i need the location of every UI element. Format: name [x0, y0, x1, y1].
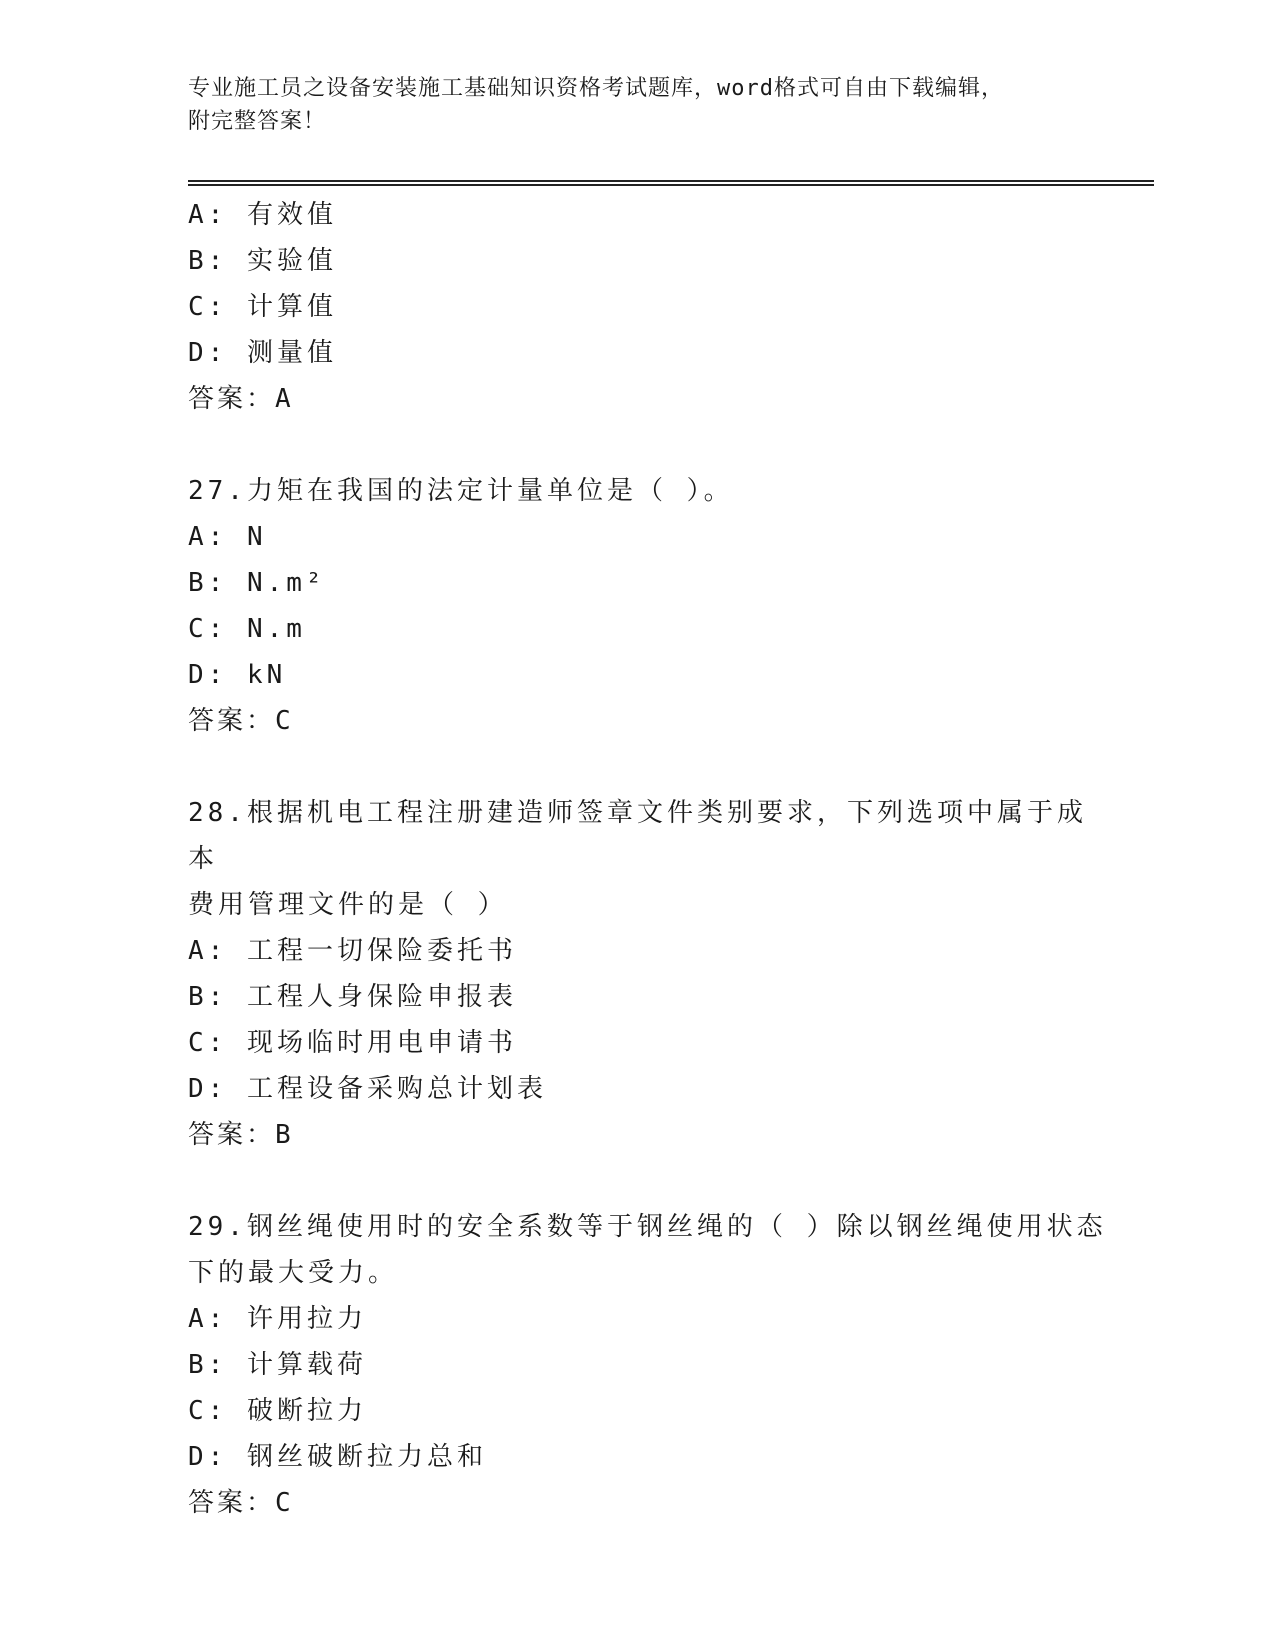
- question-29: [188, 1204, 1128, 1526]
- option-a: A: 许用拉力: [188, 1304, 367, 1334]
- option-d: D: 钢丝破断拉力总和: [188, 1442, 487, 1472]
- question-27: [188, 468, 1128, 744]
- question-28: [188, 790, 1128, 1158]
- answer-line: [188, 698, 1128, 744]
- option-c: C: N.m: [188, 614, 306, 644]
- answer-value: C: [275, 706, 292, 736]
- option-c: C: 破断拉力: [188, 1396, 367, 1426]
- header-title-line-1: 专业施工员之设备安装施工基础知识资格考试题库，word格式可自由下载编辑，: [188, 76, 1004, 101]
- header-divider-bottom: [188, 184, 1154, 186]
- option-b: B: 工程人身保险申报表: [188, 982, 517, 1012]
- option-a: A: 有效值: [188, 200, 337, 230]
- answer-label: 答案：: [188, 384, 276, 414]
- spacer: [188, 744, 1128, 790]
- option-d: D: kN: [188, 660, 287, 690]
- option-b: B: N.m²: [188, 568, 326, 598]
- answer-label: 答案：: [188, 1488, 276, 1518]
- question-list: [188, 192, 1128, 1526]
- answer-value: B: [275, 1120, 292, 1150]
- option-b: B: 计算载荷: [188, 1350, 367, 1380]
- option-b: B: 实验值: [188, 246, 337, 276]
- option-a: A: N: [188, 522, 267, 552]
- option-d: D: 测量值: [188, 338, 337, 368]
- answer-value: C: [275, 1488, 292, 1518]
- question-stem-line-1: 29.钢丝绳使用时的安全系数等于钢丝绳的（ ）除以钢丝绳使用状态: [188, 1212, 1107, 1242]
- question-stem-line-1: 28.根据机电工程注册建造师签章文件类别要求，下列选项中属于成本: [188, 798, 1087, 874]
- option-d: D: 工程设备采购总计划表: [188, 1074, 547, 1104]
- document-header: [188, 72, 1088, 138]
- question-stem-line-2: 费用管理文件的是（ ）: [188, 890, 508, 920]
- answer-line: [188, 376, 1128, 422]
- answer-label: 答案：: [188, 1120, 276, 1150]
- header-title-line-2: 附完整答案！: [188, 109, 327, 134]
- header-divider-top: [188, 180, 1154, 182]
- answer-line: [188, 1480, 1128, 1526]
- option-c: C: 计算值: [188, 292, 337, 322]
- answer-value: A: [275, 384, 292, 414]
- question-stem-line-2: 下的最大受力。: [188, 1258, 399, 1288]
- spacer: [188, 1158, 1128, 1204]
- answer-label: 答案：: [188, 706, 276, 736]
- answer-line: [188, 1112, 1128, 1158]
- spacer: [188, 422, 1128, 468]
- question-continued: [188, 192, 1128, 422]
- option-a: A: 工程一切保险委托书: [188, 936, 517, 966]
- option-c: C: 现场临时用电申请书: [188, 1028, 517, 1058]
- question-stem: 27.力矩在我国的法定计量单位是（ ）。: [188, 476, 734, 506]
